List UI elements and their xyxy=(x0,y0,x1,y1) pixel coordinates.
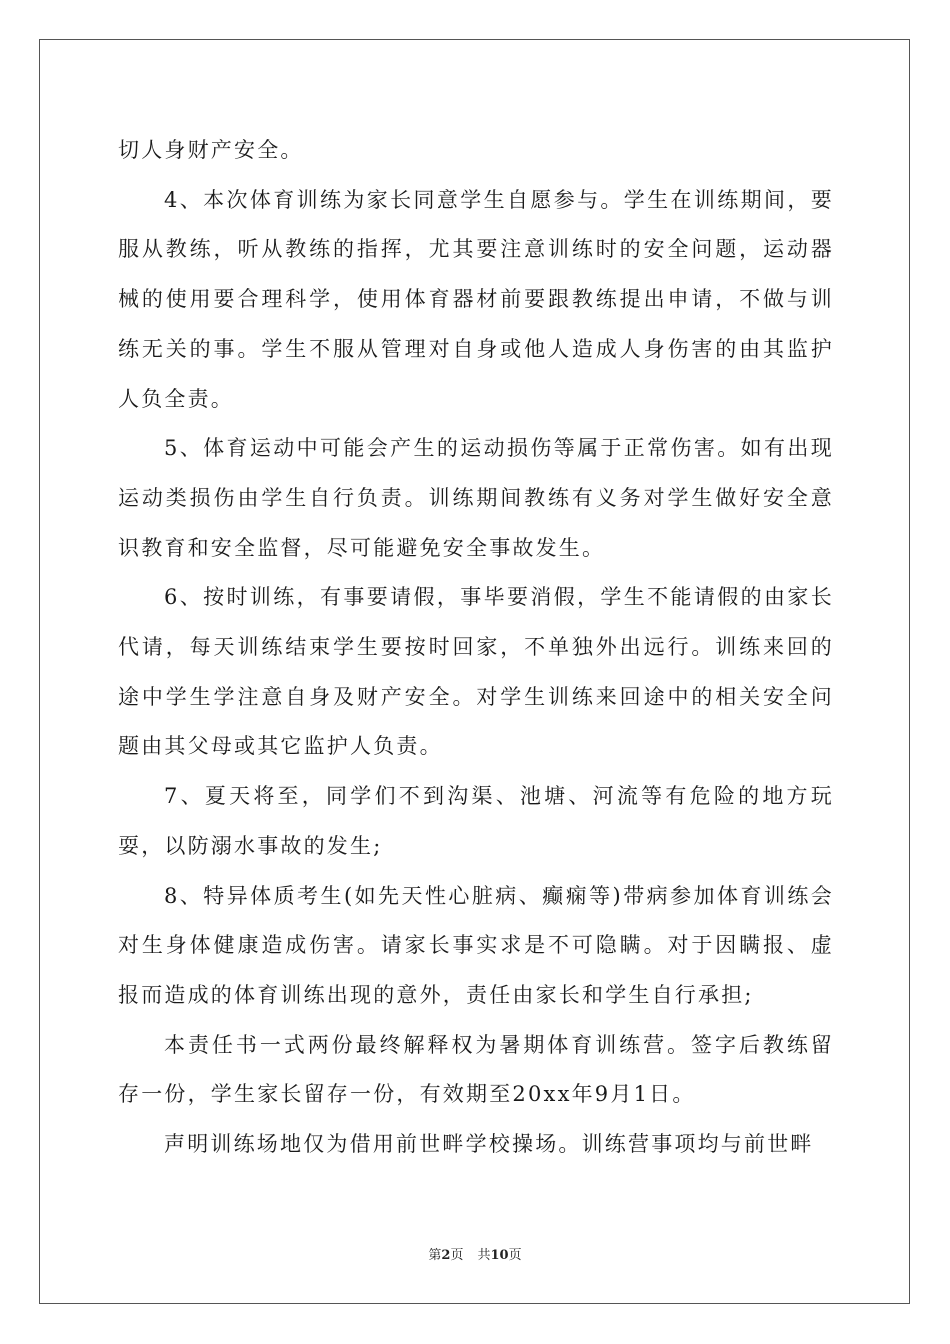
total-pages: 10 xyxy=(490,1248,509,1263)
page-footer xyxy=(0,1248,950,1264)
paragraph-item-8: 8、特异体质考生(如先天性心脏病、癫痫等)带病参加体育训练会对生身体健康造成伤害。请家长事实求是不可隐瞒。对于因瞒报、虚报而造成的体育训练出现的意外，责任由家长和学生自行承担; xyxy=(118,883,834,1007)
paragraph-item-7: 7、夏天将至，同学们不到沟渠、池塘、河流等有危险的地方玩耍，以防溺水事故的发生; xyxy=(118,784,834,858)
paragraph-item-5: 5、体育运动中可能会产生的运动损伤等属于正常伤害。如有出现运动类损伤由学生自行负责。训练期间教练有义务对学生做好安全意识教育和安全监督，尽可能避免安全事故发生。 xyxy=(118,436,834,560)
page-suffix: 页 xyxy=(450,1248,464,1263)
paragraph-continuation: 切人身财产安全。 xyxy=(118,138,304,162)
document-body xyxy=(118,126,834,1170)
page-prefix: 第 xyxy=(428,1248,442,1263)
total-prefix: 共 xyxy=(477,1248,491,1263)
paragraph-statement: 声明训练场地仅为借用前世畔学校操场。训练营事项均与前世畔 xyxy=(164,1132,814,1157)
paragraph-validity: 本责任书一式两份最终解释权为暑期体育训练营。签字后教练留存一份，学生家长留存一份，有效期至20xx年9月1日。 xyxy=(118,1032,834,1107)
paragraph-item-6: 6、按时训练，有事要请假，事毕要消假，学生不能请假的由家长代请，每天训练结束学生要按时回家，不单独外出远行。训练来回的途中学生学注意自身及财产安全。对学生训练来回途中的相关安全问题由其父母或其它监护人负责。 xyxy=(118,585,834,759)
paragraph-item-4: 4、本次体育训练为家长同意学生自愿参与。学生在训练期间，要服从教练，听从教练的指挥，尤其要注意训练时的安全问题，运动器械的使用要合理科学，使用体育器材前要跟教练提出申请，不做与训练无关的事。学生不服从管理对自身或他人造成人身伤害的由其监护人负全责。 xyxy=(118,187,834,411)
page-number: 2 xyxy=(441,1248,451,1263)
total-suffix: 页 xyxy=(508,1248,522,1263)
